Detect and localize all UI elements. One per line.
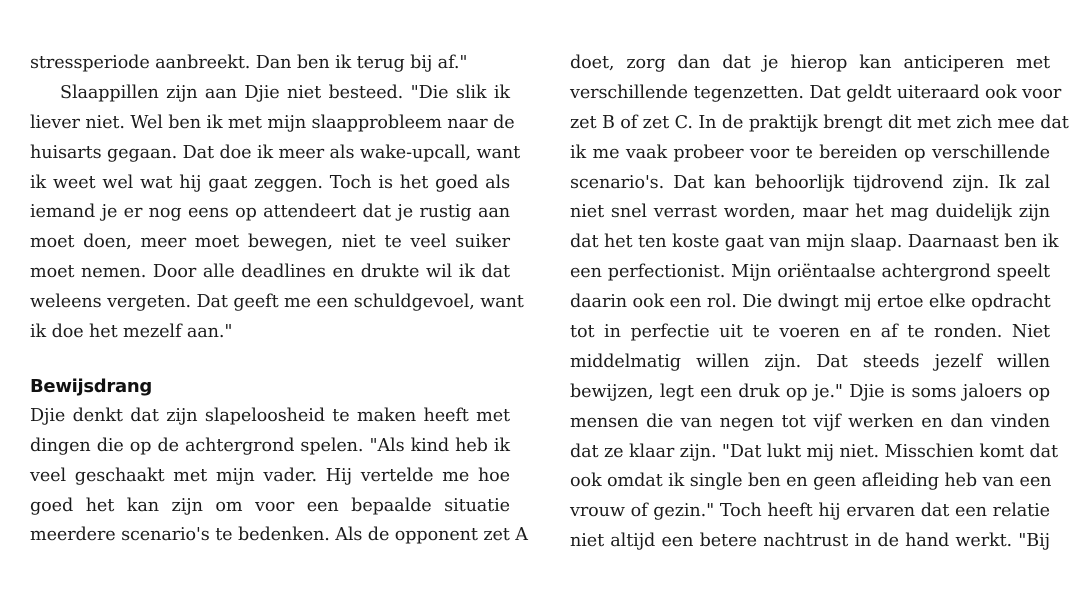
text-line: huisarts gegaan. Dat doe ik meer als wake-upcall, want xyxy=(30,142,521,163)
paragraph-continued xyxy=(570,49,1069,557)
text-line: verschillende tegenzetten. Dat geldt uiteraard ook voor xyxy=(570,82,1062,103)
text-line: niet altijd een betere nachtrust in de hand werkt. "Bij xyxy=(570,531,1050,552)
text-line: iemand je er nog eens op attendeert dat je rustig aan xyxy=(30,202,510,223)
text-line: weleens vergeten. Dat geeft me een schuldgevoel, want xyxy=(30,292,524,313)
text-line: zet B of zet C. In de praktijk brengt dit met zich mee dat xyxy=(570,112,1069,133)
text-line: een perfectionist. Mijn oriëntaalse achtergrond speelt xyxy=(570,262,1050,283)
paragraph-1 xyxy=(30,49,510,79)
text-line: vrouw of gezin." Toch heeft hij ervaren dat een relatie xyxy=(570,501,1050,522)
text-line: Slaappillen zijn aan Djie niet besteed. "Die slik ik xyxy=(60,82,510,103)
paragraph-2 xyxy=(30,79,524,348)
text-line: ik weet wel wat hij gaat zeggen. Toch is het goed als xyxy=(30,172,510,193)
text-line: mensen die van negen tot vijf werken en dan vinden xyxy=(570,411,1050,432)
right-column xyxy=(570,49,1069,557)
text-line: niet snel verrast worden, maar het mag duidelijk zijn xyxy=(570,202,1050,223)
paragraph-3 xyxy=(30,402,528,551)
text-line: middelmatig willen zijn. Dat steeds jezelf willen xyxy=(570,351,1050,372)
text-line: scenario's. Dat kan behoorlijk tijdrovend zijn. Ik zal xyxy=(570,172,1050,193)
text-line: ook omdat ik single ben en geen afleiding heb van een xyxy=(570,471,1052,492)
text-line: dat het ten koste gaat van mijn slaap. Daarnaast ben ik xyxy=(570,232,1059,253)
section-heading: Bewijsdrang xyxy=(30,375,152,397)
text-line: doet, zorg dan dat je hierop kan anticiperen met xyxy=(570,53,1050,73)
text-line: veel geschaakt met mijn vader. Hij vertelde me hoe xyxy=(30,465,510,486)
text-line: moet doen, meer moet bewegen, niet te veel suiker xyxy=(30,232,510,253)
text-line: dingen die op de achtergrond spelen. "Als kind heb ik xyxy=(30,435,510,456)
text-line: daarin ook een rol. Die dwingt mij ertoe elke opdracht xyxy=(570,292,1051,313)
text-line: bewijzen, legt een druk op je." Djie is soms jaloers op xyxy=(570,381,1050,402)
left-column xyxy=(30,49,528,551)
text-line: meerdere scenario's te bedenken. Als de opponent zet A xyxy=(30,525,528,546)
text-line: stressperiode aanbreekt. Dan ben ik terug bij af." xyxy=(30,53,468,73)
text-line: ik me vaak probeer voor te bereiden op verschillende xyxy=(570,142,1050,163)
text-line: liever niet. Wel ben ik met mijn slaapprobleem naar de xyxy=(30,112,515,133)
text-line: Djie denkt dat zijn slapeloosheid te maken heeft met xyxy=(30,405,510,426)
text-line: moet nemen. Door alle deadlines en drukte wil ik dat xyxy=(30,262,510,283)
section-spacer xyxy=(30,348,510,372)
text-line: goed het kan zijn om voor een bepaalde situatie xyxy=(30,495,510,516)
text-line: ik doe het mezelf aan." xyxy=(30,322,233,343)
text-line: tot in perfectie uit te voeren en af te ronden. Niet xyxy=(570,322,1050,343)
text-line: dat ze klaar zijn. "Dat lukt mij niet. Misschien komt dat xyxy=(570,441,1059,462)
